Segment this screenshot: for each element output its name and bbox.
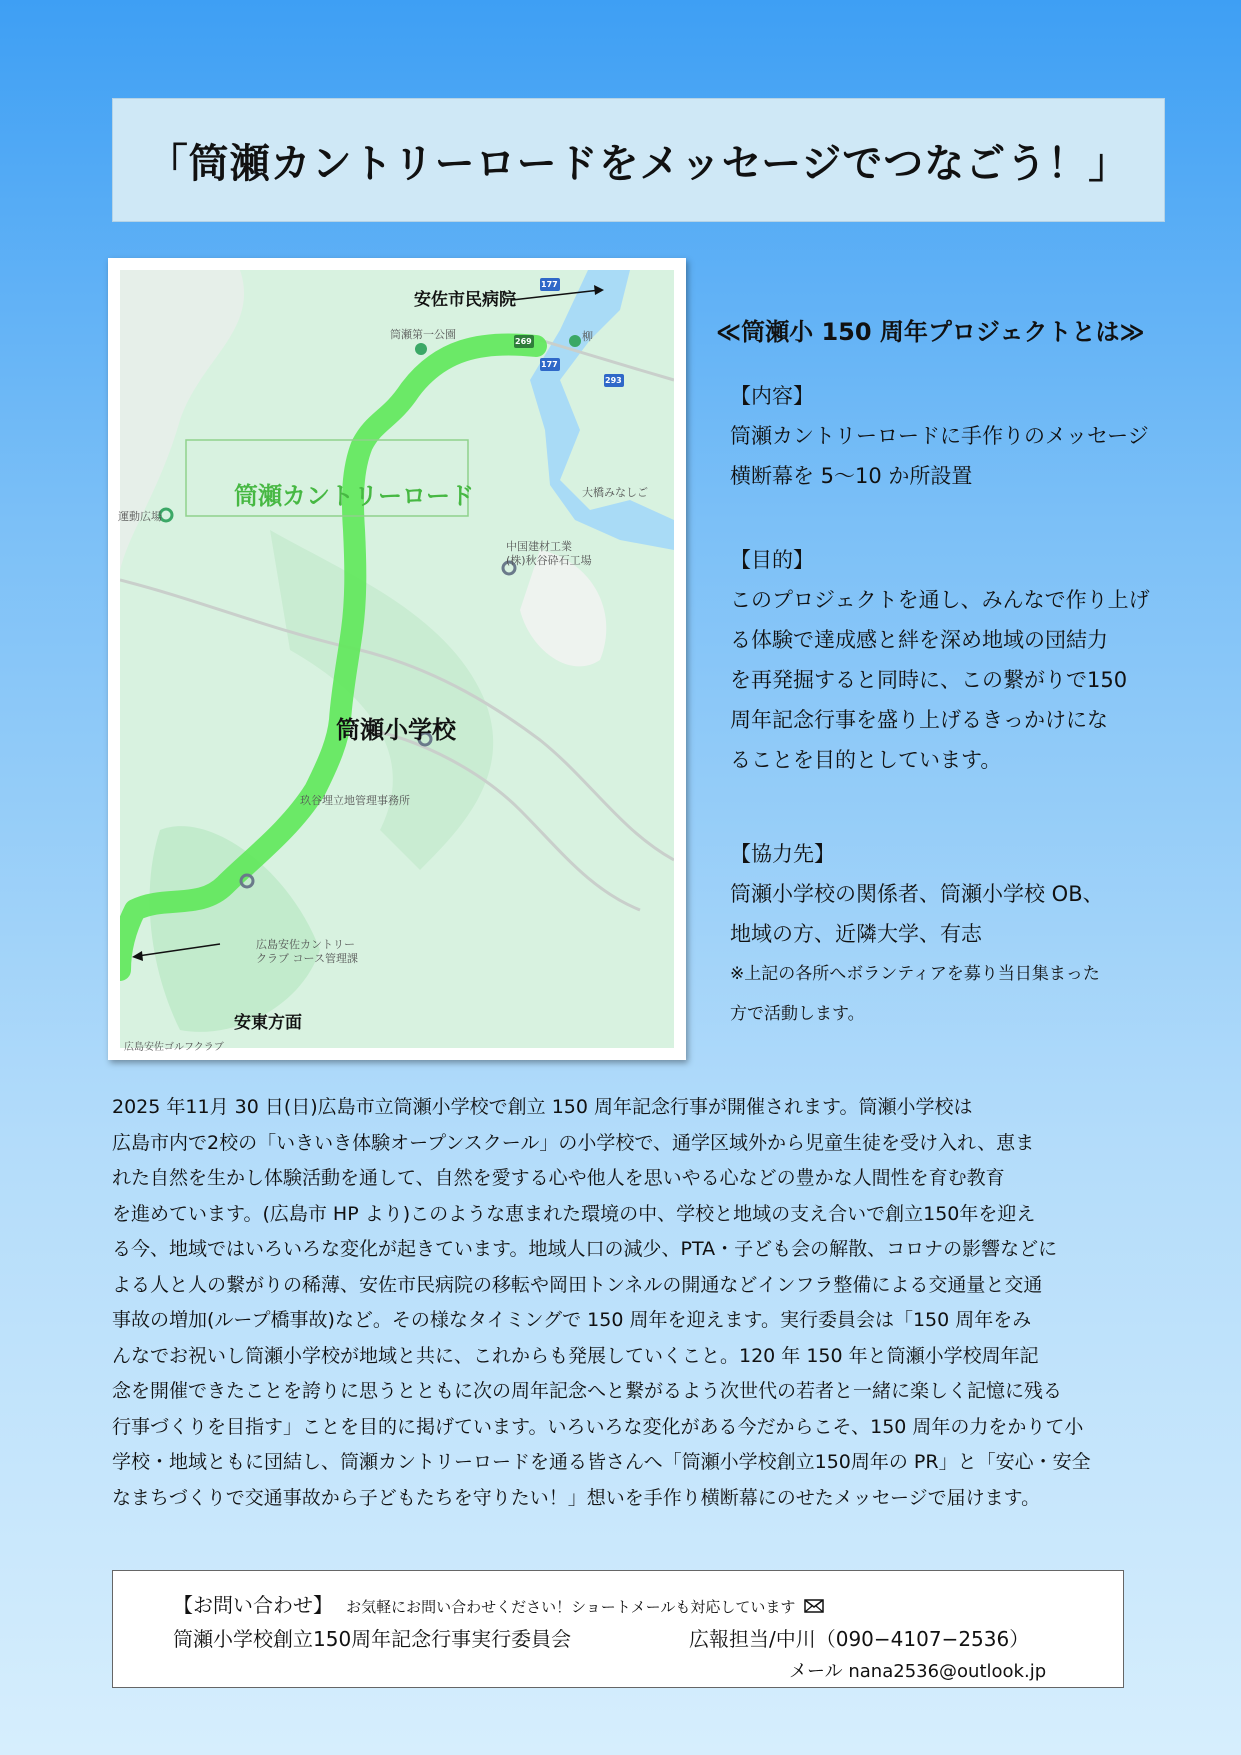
body-line: 学校・地域ともに団結し、筒瀬カントリーロードを通る皆さんへ「筒瀬小学校創立150周年の PR」と「安心・安全: [112, 1451, 1091, 1473]
map-poi-bridge: 大橋みなしご: [582, 486, 648, 499]
map-poi-factory: [506, 540, 592, 568]
map-poi-north: 柳: [582, 330, 593, 343]
contact-subtext: お気軽にお問い合わせください！ショートメールも対応しています: [346, 1598, 796, 1616]
body-line: 念を開催できたことを誇りに思うとともに次の周年記念へと繋がるよう次世代の若者と一緒に楽しく記憶に残る: [112, 1380, 1063, 1402]
body-line: を進めています。(広島市 HP より)このような恵まれた環境の中、学校と地域の支え合いで創立150年を迎え: [112, 1202, 1036, 1225]
map-poi-factory-line1: 中国建材工業: [506, 540, 572, 553]
purpose-line: る体験で達成感と絆を深め地域の団結力: [730, 628, 1108, 652]
purpose-heading: 【目的】: [730, 548, 814, 572]
body-line: 2025 年11月 30 日(日)広島市立筒瀬小学校で創立 150 周年記念行事が開催されます。筒瀬小学校は: [112, 1096, 973, 1118]
map-poi-golf: [256, 938, 358, 966]
contact-person: 広報担当/中川（090−4107−2536）: [689, 1627, 1030, 1651]
partners-line: 筒瀬小学校の関係者、筒瀬小学校 OB、: [730, 882, 1104, 906]
body-line: なまちづくりで交通事故から子どもたちを守りたい！」想いを手作り横断幕にのせたメッセージで届けます。: [112, 1486, 1041, 1509]
page-title: 「筒瀬カントリーロードをメッセージでつなごう！」: [147, 140, 1130, 187]
north-marker-icon: [569, 335, 581, 347]
contact-org: 筒瀬小学校創立150周年記念行事実行委員会: [173, 1627, 572, 1651]
body-line: る今、地域ではいろいろな変化が起きています。地域人口の減少、PTA・子ども会の解散、コロナの影響などに: [112, 1238, 1058, 1260]
partners-line: 地域の方、近隣大学、有志: [730, 922, 982, 946]
body-line: よる人と人の繋がりの稀薄、安佐市民病院の移転や岡田トンネルの開通などインフラ整備による交通量と交通: [112, 1273, 1043, 1296]
contact-heading: 【お問い合わせ】: [173, 1593, 333, 1617]
map-label-school: 筒瀬小学校: [336, 716, 456, 744]
map-route-177b: 177: [541, 360, 558, 369]
partners-note: ※上記の各所へボランティアを募り当日集まった: [730, 964, 1100, 984]
map-poi-park: 筒瀬第一公園: [390, 328, 456, 341]
purpose-line: を再発掘すると同時に、この繋がりで150: [730, 668, 1128, 692]
body-line: 行事づくりを目指す」ことを目的に掲げています。いろいろな変化がある今だからこそ、150 周年の力をかりて小: [112, 1415, 1084, 1438]
purpose-line: ることを目的としています。: [730, 748, 1002, 772]
map-poi-landfill: 玖谷埋立地管理事務所: [300, 794, 410, 807]
body-line: れた自然を生かし体験活動を通して、自然を愛する心や他人を思いやる心などの豊かな人間性を育む教育: [112, 1167, 1005, 1189]
contact-heading-row: [173, 1589, 824, 1618]
purpose-line: このプロジェクトを通し、みんなで作り上げ: [730, 588, 1150, 612]
project-heading: ≪筒瀬小 150 周年プロジェクトとは≫: [716, 318, 1145, 346]
partners-heading: 【協力先】: [730, 842, 835, 866]
purpose-section: [730, 540, 1170, 780]
partners-section: [730, 834, 1170, 1034]
mail-icon: [804, 1598, 824, 1617]
map-label-yasuhigashi: 安東方面: [234, 1013, 302, 1033]
map-route-269: 269: [515, 337, 532, 346]
title-banner: [112, 98, 1165, 222]
map-poi-golf-bottom: 広島安佐ゴルフクラブ: [124, 1042, 224, 1053]
park-marker-icon: [415, 343, 427, 355]
map-route-177a: 177: [541, 280, 558, 289]
contact-mail[interactable]: メール nana2536@outlook.jp: [789, 1661, 1047, 1682]
map-label-road: 筒瀬カントリーロード: [234, 482, 474, 510]
map-poi-golf-line2: クラブ コース管理課: [256, 952, 358, 965]
map-poi-factory-line2: (株)秋谷砕石工場: [506, 554, 592, 567]
map-frame: [108, 258, 686, 1060]
map-poi-sports: 運動広場: [118, 510, 162, 523]
route-map: [120, 270, 674, 1048]
content-section: [730, 376, 1170, 496]
content-heading: 【内容】: [730, 384, 814, 408]
map-label-hospital: 安佐市民病院: [414, 290, 516, 310]
body-line: 広島市内で2校の「いきいき体験オープンスクール」の小学校で、通学区域外から児童生徒を受け入れ、恵ま: [112, 1131, 1035, 1154]
partners-note: 方で活動します。: [730, 1004, 865, 1024]
purpose-line: 周年記念行事を盛り上げるきっかけにな: [730, 708, 1108, 732]
content-line: 横断幕を 5～10 か所設置: [730, 464, 973, 488]
content-line: 筒瀬カントリーロードに手作りのメッセージ: [730, 424, 1149, 448]
contact-box: [112, 1570, 1124, 1688]
body-line: んなでお祝いし筒瀬小学校が地域と共に、これからも発展していくこと。120 年 150 年と筒瀬小学校周年記: [112, 1344, 1039, 1367]
map-route-293: 293: [605, 376, 622, 385]
body-line: 事故の増加(ループ橋事故)など。その様なタイミングで 150 周年を迎えます。実行委員会は「150 周年をみ: [112, 1309, 1032, 1331]
map-poi-golf-line1: 広島安佐カントリー: [256, 938, 355, 951]
body-paragraph: [112, 1090, 1142, 1516]
